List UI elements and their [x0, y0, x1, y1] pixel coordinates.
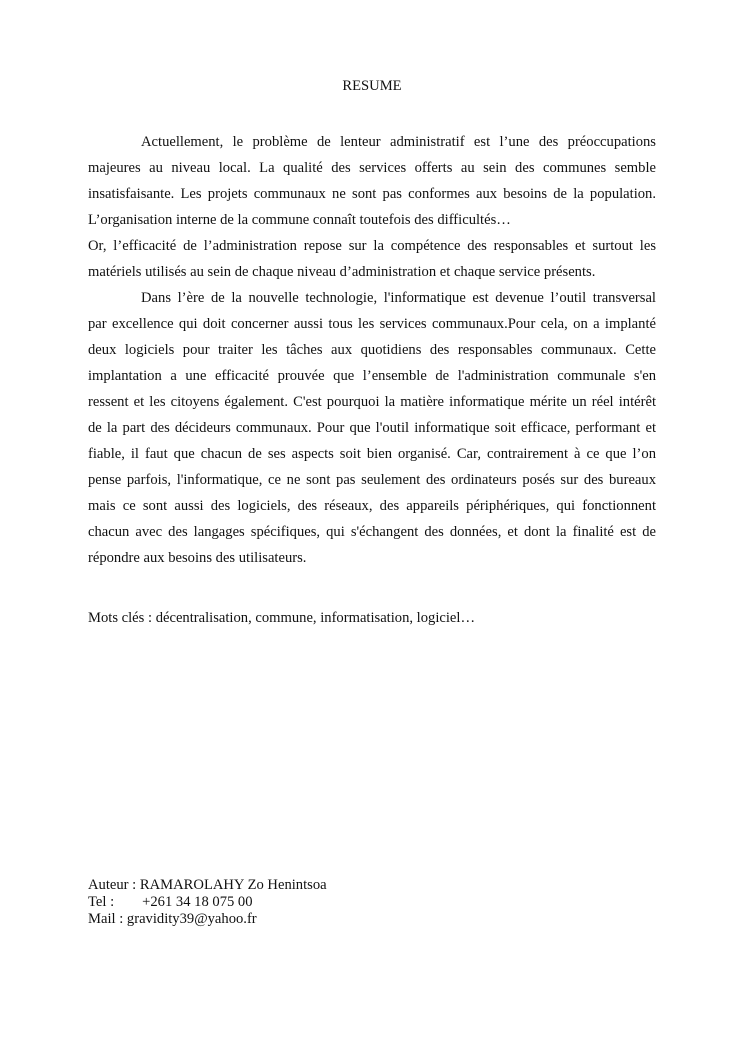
text-line: chacun avec des langages spécifiques, qui s'échangent des données, et dont la finalité est de	[88, 524, 656, 540]
text-line: fiable, il faut que chacun de ses aspects soit bien organisé. Car, contrairement à ce que l’on	[88, 446, 656, 462]
author-mail: Mail : gravidity39@yahoo.fr	[88, 911, 257, 927]
text-line: par excellence qui doit concerner aussi tous les services communaux.Pour cela, on a implanté	[88, 316, 656, 332]
document-title: RESUME	[342, 78, 402, 94]
text-line: implantation a une efficacité prouvée que l’ensemble de l'administration communale s'en	[88, 368, 656, 384]
text-line: de la part des décideurs communaux. Pour que l'outil informatique soit efficace, performant et	[88, 420, 656, 436]
text-line: Dans l’ère de la nouvelle technologie, l'informatique est devenue l’outil transversal	[141, 290, 656, 306]
text-line: L’organisation interne de la commune connaît toutefois des difficultés…	[88, 212, 511, 228]
text-line: mais ce sont aussi des logiciels, des réseaux, des appareils périphériques, qui fonctionnent	[88, 498, 656, 514]
author-block	[88, 877, 327, 928]
paragraph	[88, 285, 656, 571]
keywords: Mots clés : décentralisation, commune, informatisation, logiciel…	[88, 610, 476, 626]
text-line: pense parfois, l'informatique, ce ne sont pas seulement des ordinateurs posés sur des bureaux	[88, 472, 656, 488]
text-line: deux logiciels pour traiter les tâches aux quotidiens des responsables communaux. Cette	[88, 342, 656, 358]
text-line: Actuellement, le problème de lenteur administratif est l’une des préoccupations	[141, 134, 656, 150]
author-name: Auteur : RAMAROLAHY Zo Henintsoa	[88, 877, 327, 893]
tel-label: Tel :	[88, 894, 115, 910]
abstract-body	[88, 129, 656, 571]
text-line: majeures au niveau local. La qualité des services offerts au sein des communes semble	[88, 160, 656, 176]
text-line: ressent et les citoyens également. C'est pourquoi la matière informatique mérite un réel intérêt	[88, 394, 656, 410]
text-line: matériels utilisés au sein de chaque niveau d’administration et chaque service présents.	[88, 264, 596, 280]
text-line: répondre aux besoins des utilisateurs.	[88, 550, 307, 566]
text-line: insatisfaisante. Les projets communaux ne sont pas conformes aux besoins de la population.	[88, 186, 656, 202]
paragraph	[88, 233, 656, 285]
text-line: Or, l’efficacité de l’administration repose sur la compétence des responsables et surtout les	[88, 238, 656, 254]
tel-number: +261 34 18 075 00	[142, 894, 253, 910]
paragraph	[88, 129, 656, 233]
author-tel	[88, 894, 327, 911]
